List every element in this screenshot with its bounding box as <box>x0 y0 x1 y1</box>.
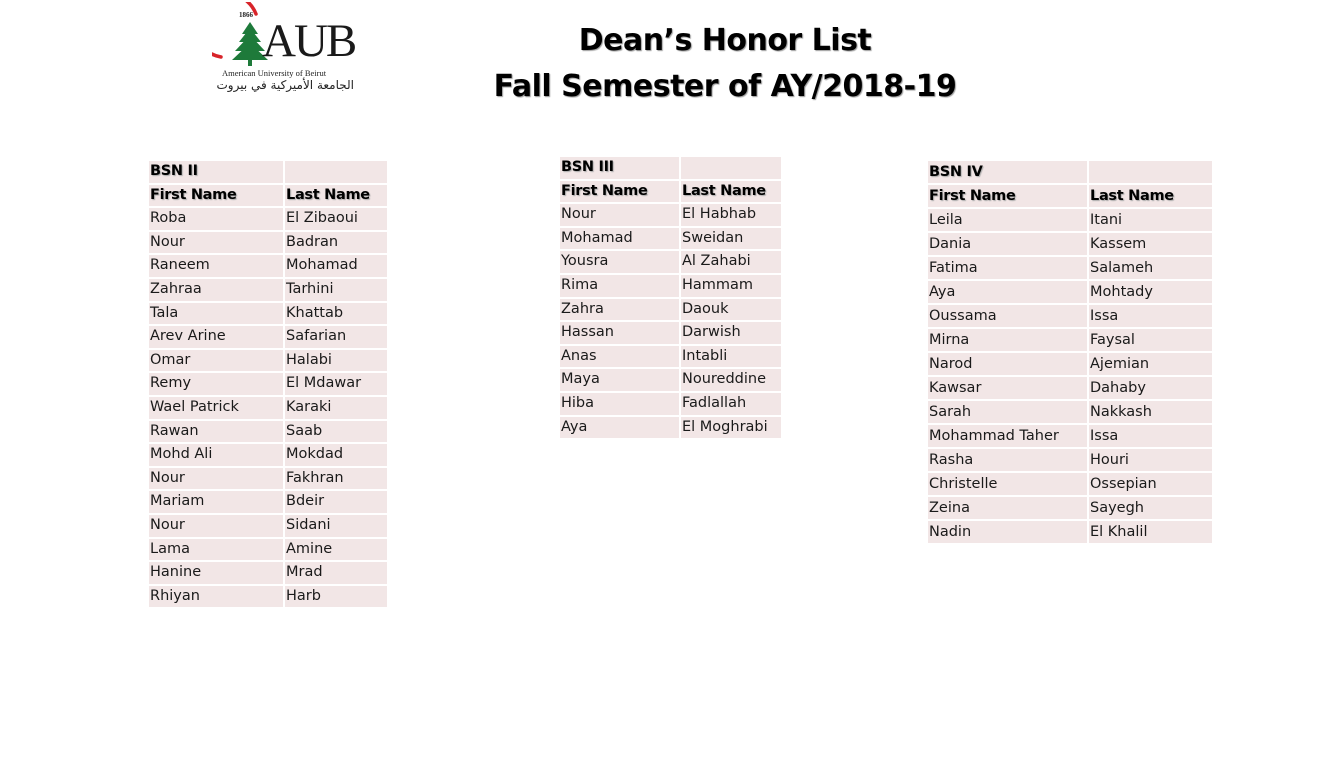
table-row <box>149 208 387 232</box>
last-name-cell: Amine <box>285 539 387 563</box>
first-name-cell: Leila <box>928 209 1089 233</box>
last-name-cell: Daouk <box>681 299 781 323</box>
last-name-cell: El Moghrabi <box>681 417 781 441</box>
first-name-cell: Nour <box>149 468 285 492</box>
first-name-cell: Yousra <box>560 251 681 275</box>
table-row <box>149 397 387 421</box>
last-name-cell: Hammam <box>681 275 781 299</box>
last-name-cell: Mohtady <box>1089 281 1212 305</box>
table-row <box>149 515 387 539</box>
first-name-cell: Zeina <box>928 497 1089 521</box>
first-name-cell: Aya <box>928 281 1089 305</box>
first-name-cell: Mohammad Taher <box>928 425 1089 449</box>
column-header-first-name: First Name <box>149 185 285 209</box>
group-label: BSN IV <box>928 161 1089 185</box>
table-row <box>560 204 781 228</box>
last-name-cell: Fadlallah <box>681 393 781 417</box>
last-name-cell: Sidani <box>285 515 387 539</box>
first-name-cell: Nour <box>149 515 285 539</box>
table-row <box>149 255 387 279</box>
last-name-cell: Harb <box>285 586 387 610</box>
first-name-cell: Christelle <box>928 473 1089 497</box>
table-row <box>560 322 781 346</box>
logo-abbreviation: AUB <box>262 15 356 67</box>
first-name-cell: Hassan <box>560 322 681 346</box>
last-name-cell: El Habhab <box>681 204 781 228</box>
first-name-cell: Mohd Ali <box>149 444 285 468</box>
first-name-cell: Arev Arine <box>149 326 285 350</box>
title-line-2: Fall Semester of AY/2018-19 <box>493 69 957 104</box>
column-header-first-name: First Name <box>928 185 1089 209</box>
table-row <box>149 539 387 563</box>
group-row <box>560 157 781 181</box>
first-name-cell: Mohamad <box>560 228 681 252</box>
table-row <box>149 421 387 445</box>
table-row <box>560 251 781 275</box>
table-row <box>928 473 1212 497</box>
last-name-cell: Badran <box>285 232 387 256</box>
last-name-cell: Intabli <box>681 346 781 370</box>
last-name-cell: Itani <box>1089 209 1212 233</box>
bsn2-table <box>149 161 387 609</box>
first-name-cell: Nour <box>560 204 681 228</box>
table-row <box>149 303 387 327</box>
first-name-cell: Hanine <box>149 562 285 586</box>
table-row <box>928 521 1212 545</box>
table-row <box>149 373 387 397</box>
table-row <box>928 329 1212 353</box>
last-name-cell: El Mdawar <box>285 373 387 397</box>
empty-cell <box>285 161 387 185</box>
aub-logo <box>212 2 357 98</box>
first-name-cell: Anas <box>560 346 681 370</box>
column-header-last-name: Last Name <box>285 185 387 209</box>
last-name-cell: Ajemian <box>1089 353 1212 377</box>
table-row <box>560 275 781 299</box>
last-name-cell: Mokdad <box>285 444 387 468</box>
table-row <box>928 377 1212 401</box>
first-name-cell: Rasha <box>928 449 1089 473</box>
title-line-1: Dean’s Honor List <box>578 23 872 58</box>
header-row <box>149 185 387 209</box>
first-name-cell: Maya <box>560 369 681 393</box>
first-name-cell: Rawan <box>149 421 285 445</box>
table-row <box>928 497 1212 521</box>
table-row <box>928 281 1212 305</box>
logo-name-arabic: الجامعة الأميركية في بيروت <box>216 78 354 92</box>
last-name-cell: Khattab <box>285 303 387 327</box>
table-row <box>928 257 1212 281</box>
last-name-cell: Fakhran <box>285 468 387 492</box>
first-name-cell: Nadin <box>928 521 1089 545</box>
table-row <box>560 299 781 323</box>
last-name-cell: El Khalil <box>1089 521 1212 545</box>
bsn4-table <box>928 161 1212 545</box>
table-row <box>149 444 387 468</box>
last-name-cell: Dahaby <box>1089 377 1212 401</box>
last-name-cell: Ossepian <box>1089 473 1212 497</box>
table-row <box>928 401 1212 425</box>
last-name-cell: Saab <box>285 421 387 445</box>
table-row <box>560 346 781 370</box>
bsn3-table <box>560 157 781 440</box>
first-name-cell: Omar <box>149 350 285 374</box>
group-row <box>928 161 1212 185</box>
first-name-cell: Wael Patrick <box>149 397 285 421</box>
first-name-cell: Dania <box>928 233 1089 257</box>
group-label: BSN II <box>149 161 285 185</box>
first-name-cell: Rima <box>560 275 681 299</box>
logo-year: 1866 <box>239 11 253 19</box>
first-name-cell: Mariam <box>149 491 285 515</box>
table-row <box>928 233 1212 257</box>
first-name-cell: Remy <box>149 373 285 397</box>
first-name-cell: Fatima <box>928 257 1089 281</box>
last-name-cell: El Zibaoui <box>285 208 387 232</box>
first-name-cell: Hiba <box>560 393 681 417</box>
last-name-cell: Al Zahabi <box>681 251 781 275</box>
last-name-cell: Mohamad <box>285 255 387 279</box>
table-row <box>149 326 387 350</box>
first-name-cell: Rhiyan <box>149 586 285 610</box>
table-row <box>149 350 387 374</box>
last-name-cell: Kassem <box>1089 233 1212 257</box>
group-row <box>149 161 387 185</box>
last-name-cell: Bdeir <box>285 491 387 515</box>
first-name-cell: Kawsar <box>928 377 1089 401</box>
first-name-cell: Narod <box>928 353 1089 377</box>
column-header-first-name: First Name <box>560 181 681 205</box>
last-name-cell: Noureddine <box>681 369 781 393</box>
last-name-cell: Sayegh <box>1089 497 1212 521</box>
first-name-cell: Lama <box>149 539 285 563</box>
table-row <box>149 279 387 303</box>
first-name-cell: Sarah <box>928 401 1089 425</box>
table-row <box>928 209 1212 233</box>
last-name-cell: Tarhini <box>285 279 387 303</box>
table-row <box>560 417 781 441</box>
last-name-cell: Nakkash <box>1089 401 1212 425</box>
column-header-last-name: Last Name <box>1089 185 1212 209</box>
table-row <box>560 393 781 417</box>
table-row <box>149 491 387 515</box>
page-title <box>440 18 1010 110</box>
logo-name-english: American University of Beirut <box>222 68 327 78</box>
table-row <box>149 586 387 610</box>
empty-cell <box>1089 161 1212 185</box>
table-row <box>560 369 781 393</box>
table-row <box>928 449 1212 473</box>
last-name-cell: Mrad <box>285 562 387 586</box>
column-header-last-name: Last Name <box>681 181 781 205</box>
table-row <box>928 305 1212 329</box>
first-name-cell: Oussama <box>928 305 1089 329</box>
last-name-cell: Darwish <box>681 322 781 346</box>
table-row <box>149 232 387 256</box>
empty-cell <box>681 157 781 181</box>
first-name-cell: Mirna <box>928 329 1089 353</box>
table-row <box>149 468 387 492</box>
last-name-cell: Sweidan <box>681 228 781 252</box>
header-row <box>928 185 1212 209</box>
first-name-cell: Raneem <box>149 255 285 279</box>
first-name-cell: Aya <box>560 417 681 441</box>
last-name-cell: Safarian <box>285 326 387 350</box>
table-row <box>560 228 781 252</box>
table-row <box>928 425 1212 449</box>
first-name-cell: Zahra <box>560 299 681 323</box>
first-name-cell: Zahraa <box>149 279 285 303</box>
last-name-cell: Issa <box>1089 305 1212 329</box>
header-row <box>560 181 781 205</box>
table-row <box>928 353 1212 377</box>
last-name-cell: Karaki <box>285 397 387 421</box>
last-name-cell: Issa <box>1089 425 1212 449</box>
first-name-cell: Roba <box>149 208 285 232</box>
group-label: BSN III <box>560 157 681 181</box>
table-row <box>149 562 387 586</box>
first-name-cell: Tala <box>149 303 285 327</box>
last-name-cell: Salameh <box>1089 257 1212 281</box>
last-name-cell: Houri <box>1089 449 1212 473</box>
first-name-cell: Nour <box>149 232 285 256</box>
last-name-cell: Halabi <box>285 350 387 374</box>
last-name-cell: Faysal <box>1089 329 1212 353</box>
